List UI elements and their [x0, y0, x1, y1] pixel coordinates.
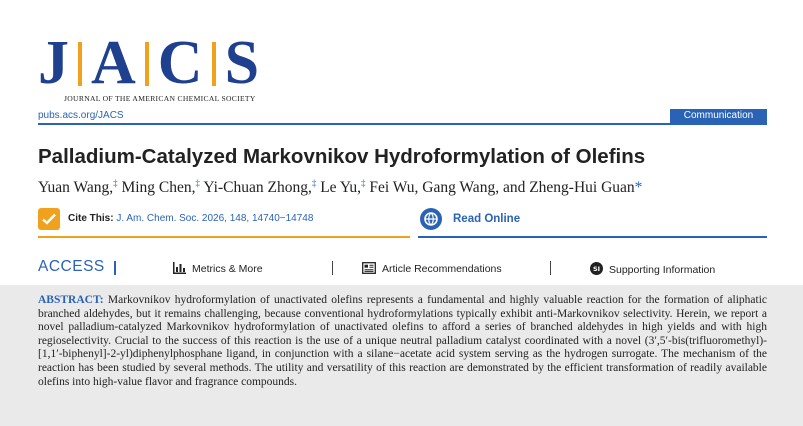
- abstract-body: Markovnikov hydroformylation of unactivated olefins represents a fundamental and highly valuable reaction for the formation of aliphatic branched aldehydes, but it remains challenging, because conventional hydroformylations typically exhibit anti-Markovnikov selectivity. Herein, we report a novel palladium-catalyzed Markovnikov hydroformylation of unactivated olefins to afford a series of branched aldehydes in high yields and with high regioselectivity. Crucial to the success of this reaction is the use of a unique neutral palladium catalyst coordinated with a novel (3′,5′-bis(trifluoromethyl)-[1,1′-biphenyl]-2-yl)diphenylphosphane ligand, in conjunction with a silane−acetate acid system serving as the hydrogen surrogate. The mechanism of the reaction has been studied by several methods. The utility and versatility of this reaction are demonstrated by the efficient transformation of readily available olefins into high-value flavor and fragrance compounds.: [38, 294, 767, 388]
- journal-url-link[interactable]: pubs.acs.org/JACS: [38, 110, 124, 121]
- abstract-panel: [0, 285, 803, 426]
- svg-text:SI: SI: [592, 265, 601, 273]
- corresponding-author-mark: *: [634, 179, 643, 197]
- recommendations-label: Article Recommendations: [382, 263, 502, 275]
- citation: [68, 213, 313, 224]
- cite-this-bar[interactable]: [38, 204, 410, 238]
- logo-letter-j: J: [38, 29, 69, 97]
- supporting-label: Supporting Information: [609, 264, 716, 276]
- globe-icon: [420, 208, 442, 230]
- author-list: [38, 178, 642, 197]
- article-type-badge: Communication: [670, 109, 767, 123]
- access-separator: [550, 261, 551, 275]
- logo-divider: [78, 42, 82, 86]
- logo-letter-s: S: [224, 29, 260, 97]
- journal-full-name: JOURNAL OF THE AMERICAN CHEMICAL SOCIETY: [64, 94, 256, 103]
- author-name[interactable]: Ming Chen,: [121, 179, 196, 197]
- supporting-info-icon: [590, 262, 603, 275]
- author-mark: ‡: [113, 178, 118, 188]
- author-mark: ‡: [195, 178, 201, 188]
- read-online-bar[interactable]: [418, 204, 767, 238]
- article-title: Palladium-Catalyzed Markovnikov Hydroformylation of Olefins: [38, 145, 646, 168]
- logo-letter-c: C: [157, 29, 203, 97]
- author-name[interactable]: Fei Wu, Gang Wang, and Zheng-Hui Guan: [369, 179, 635, 197]
- cite-check-icon: [38, 208, 60, 230]
- read-online-link[interactable]: Read Online: [453, 213, 521, 225]
- logo-divider: [212, 42, 216, 86]
- metrics-label: Metrics & More: [192, 263, 263, 275]
- cite-reference[interactable]: J. Am. Chem. Soc. 2026, 148, 14740−14748: [116, 213, 314, 224]
- header-divider: [38, 123, 767, 125]
- abstract-text-block: [38, 294, 767, 389]
- bar-chart-icon: [173, 262, 186, 274]
- access-row: [38, 258, 767, 280]
- logo-divider: [145, 42, 149, 86]
- supporting-information-link[interactable]: [590, 262, 715, 276]
- abstract-label: ABSTRACT:: [38, 294, 104, 306]
- access-separator: [332, 261, 333, 275]
- article-recommendations-link[interactable]: [362, 262, 502, 275]
- cite-label: Cite This:: [68, 213, 114, 224]
- author-mark: ‡: [360, 178, 366, 188]
- author-mark: ‡: [311, 178, 317, 188]
- metrics-link[interactable]: [173, 262, 263, 275]
- access-divider: [114, 261, 116, 275]
- access-label: ACCESS: [38, 258, 105, 275]
- jacs-logo: [38, 29, 278, 104]
- logo-letter-a: A: [91, 29, 136, 97]
- author-name[interactable]: Le Yu,: [320, 179, 361, 197]
- author-name[interactable]: Yi-Chuan Zhong,: [203, 179, 312, 197]
- author-name[interactable]: Yuan Wang,: [38, 179, 114, 197]
- document-list-icon: [362, 262, 376, 274]
